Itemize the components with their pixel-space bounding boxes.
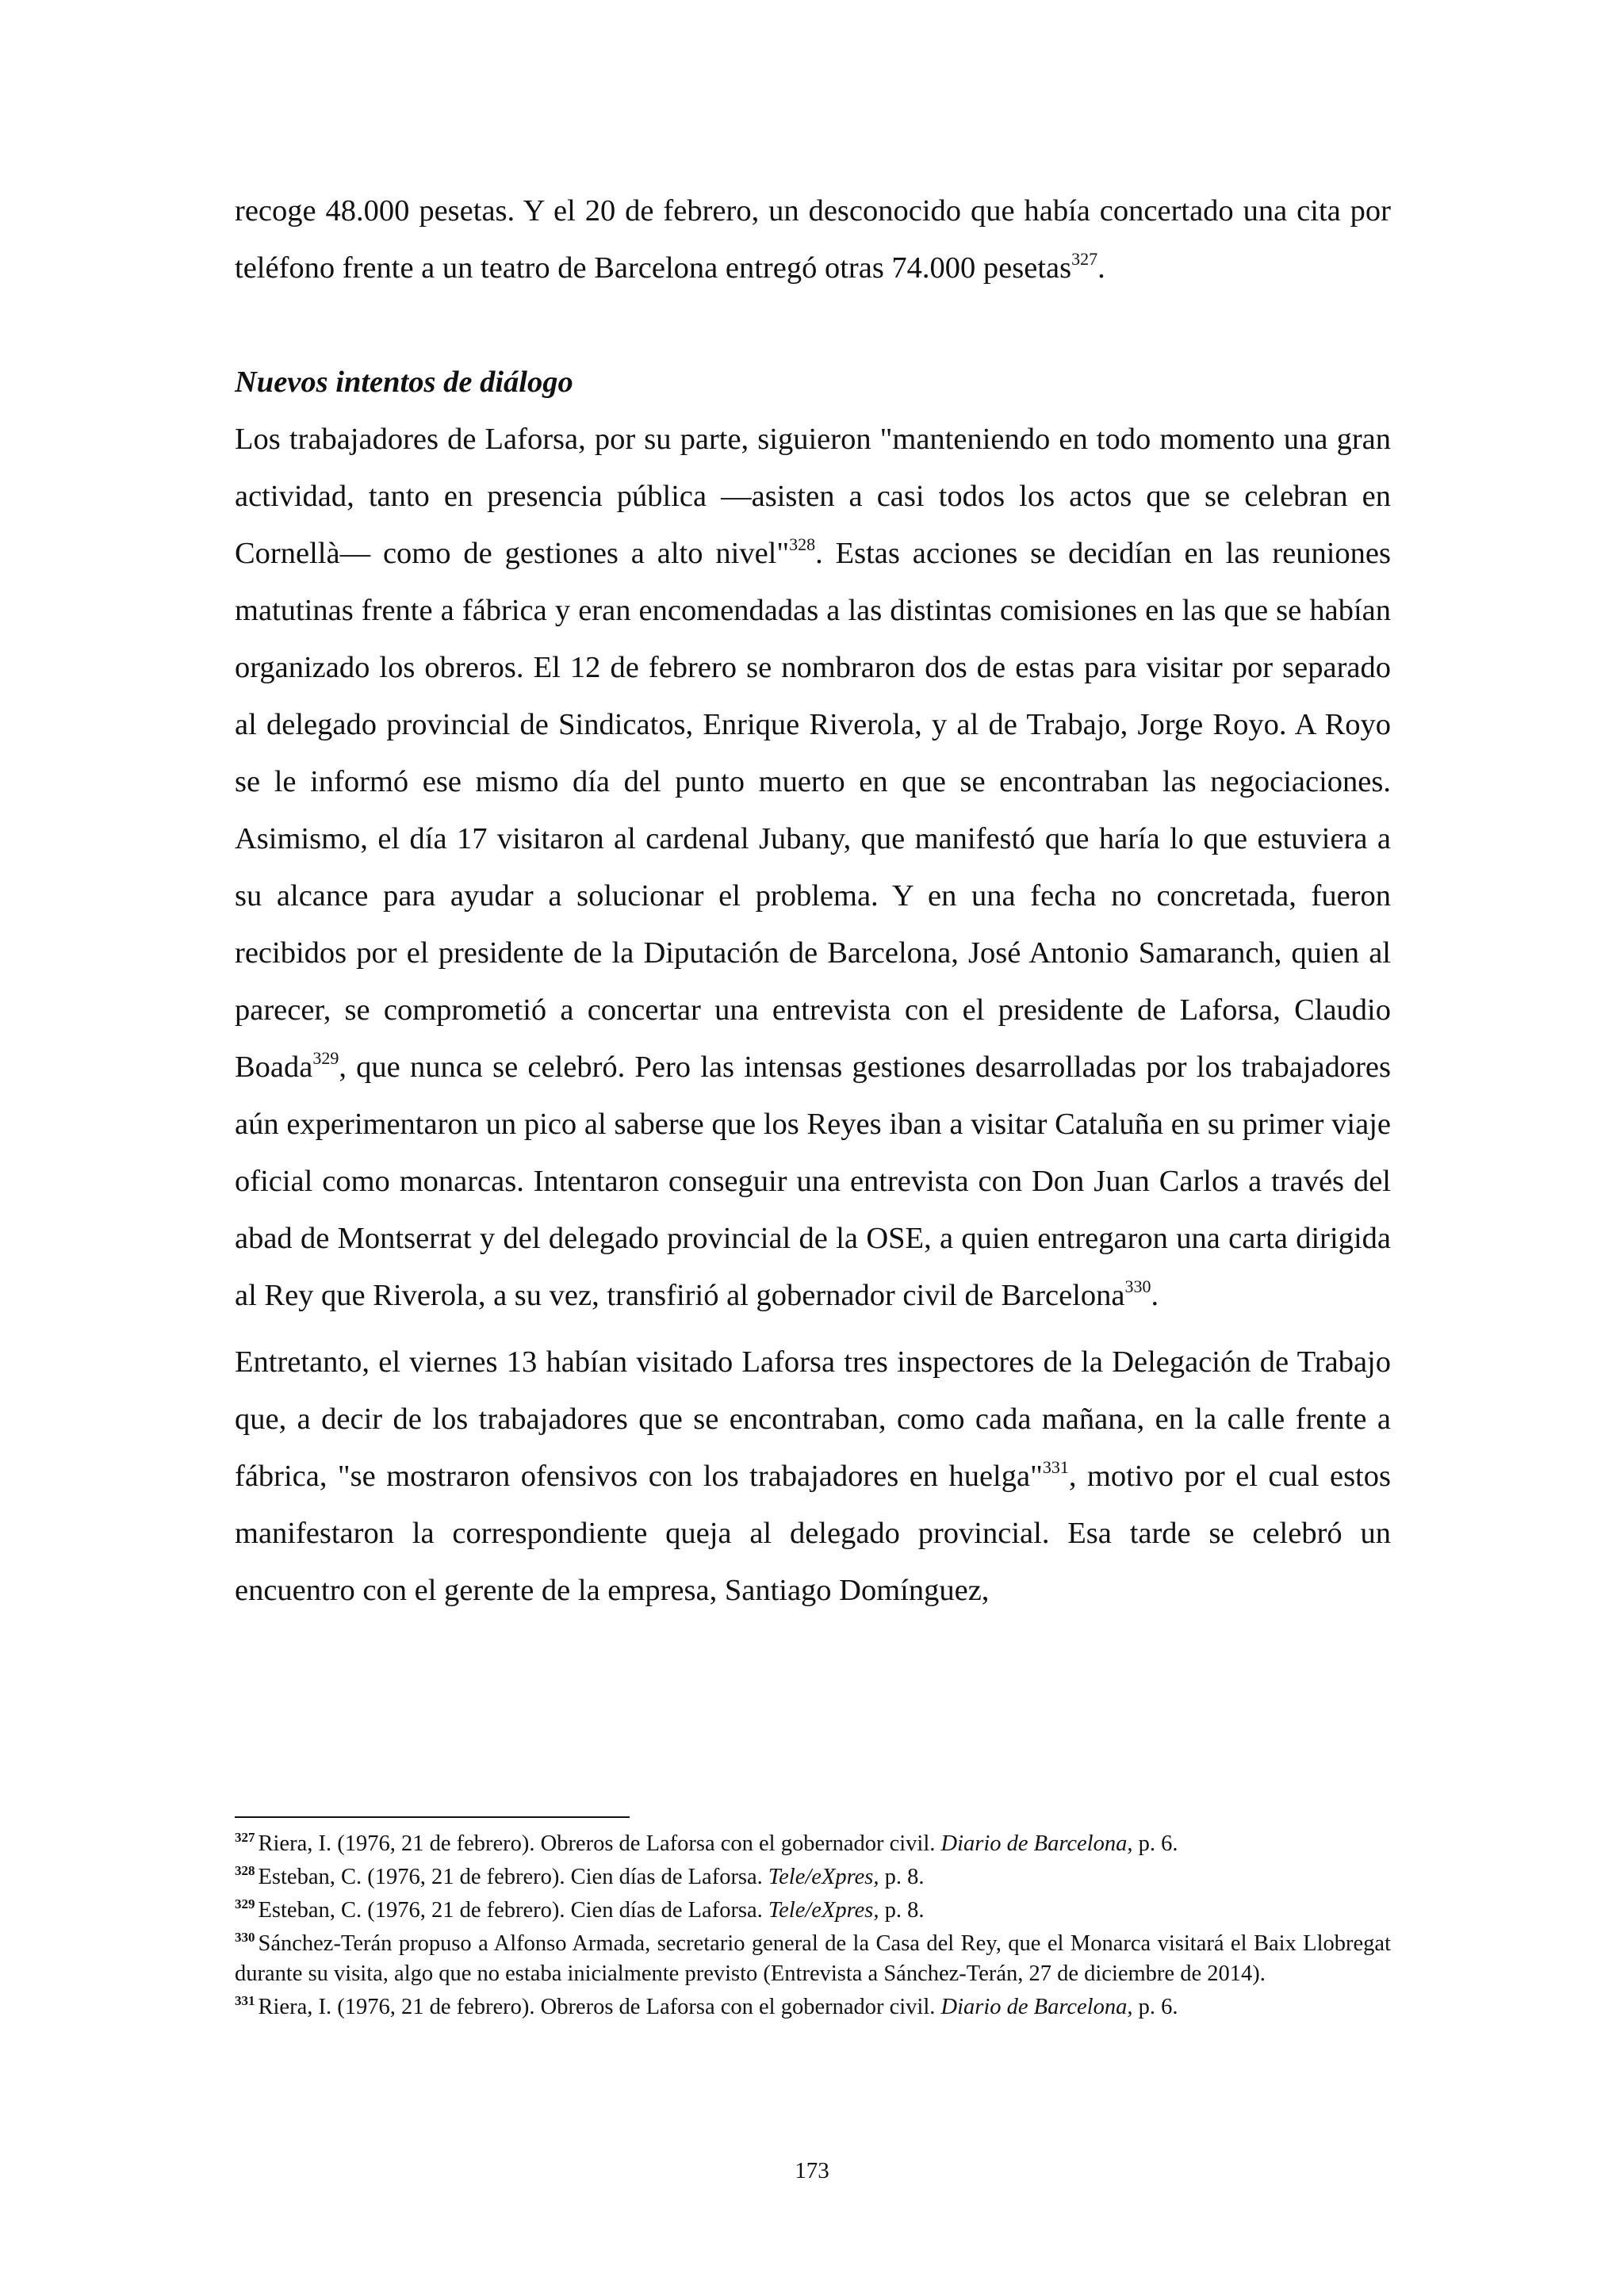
footnotes <box>235 1829 1391 2026</box>
footnote-ref[interactable]: 330 <box>1124 1276 1151 1296</box>
footnote-number: 330 <box>235 1930 255 1945</box>
footnote-327: $^{327}$ Riera, I. (1976, 21 de febrero). Obreros de Laforsa con el gobernador civil. Diario de Barcelona, p. 6. <box>235 1830 1178 1856</box>
italic-title: Tele/eXpres, <box>768 1898 879 1923</box>
paragraph-1: Los trabajadores de Laforsa, por su parte, siguieron "manteniendo en todo momento una gran actividad, tanto en presencia pública —asisten a casi todos los actos que se celebran en Cornellà— como de gestiones a alto nivel"$^{328}$. Estas acciones se decidían en las reuniones matutinas frente a fábrica y eran encomendadas a las distintas comisiones en las que se habían organizado los obreros. El 12 de febrero se nombraron dos de estas para visitar por separado al delegado provincial de Sindicatos, Enrique Riverola, y al de Trabajo, Jorge Royo. A Royo se le informó ese mismo día del punto muerto en que se encontraban las negociaciones. Asimismo, el día 17 visitaron al cardenal Jubany, que manifestó que haría lo que estuviera a su alcance para ayudar a solucionar el problema. Y en una fecha no concretada, fueron recibidos por el presidente de la Diputación de Barcelona, José Antonio Samaranch, quien al parecer, se comprometió a concertar una entrevista con el presidente de Laforsa, Claudio Boada$^{329}$, que nunca se celebró. Pero las intensas gestiones desarrolladas por los trabajadores aún experimentaron un pico al saberse que los Reyes iban a visitar Cataluña en su primer viaje oficial como monarcas. Intentaron conseguir una entrevista con Don Juan Carlos a través del abad de Montserrat y del delegado provincial de la OSE, a quien entregaron una carta dirigida al Rey que Riverola, a su vez, transfirió al gobernador civil de Barcelona$^{330}$. <box>235 423 1392 1312</box>
paragraph-intro: recoge 48.000 pesetas. Y el 20 de febrero, un desconocido que había concertado una cita por teléfono frente a un teatro de Barcelona entregó otras 74.000 pesetas$^{327}$. <box>235 194 1391 285</box>
page-body <box>235 182 1391 1619</box>
footnote-331: $^{331}$ Riera, I. (1976, 21 de febrero). Obreros de Laforsa con el gobernador civil. Diario de Barcelona, p. 6. <box>235 1993 1178 2019</box>
footnote-330: $^{330}$ Sánchez-Terán propuso a Alfonso Armada, secretario general de la Casa del Rey, que el Monarca visitará el Baix Llobregat durante su visita, algo que no estaba inicialmente previsto (Entrevista a Sánchez-Terán, 27 de diciembre de 2014). <box>235 1930 1391 1986</box>
footnote-ref[interactable]: 327 <box>1071 249 1098 269</box>
section-heading: Nuevos intentos de diálogo <box>235 365 573 399</box>
footnote-separator <box>235 1816 630 1818</box>
paragraph-2: Entretanto, el viernes 13 habían visitado Laforsa tres inspectores de la Delegación de Trabajo que, a decir de los trabajadores que se encontraban, como cada mañana, en la calle frente a fábrica, "se mostraron ofensivos con los trabajadores en huelga"$^{331}$, motivo por el cual estos manifestaron la correspondiente queja al delegado provincial. Esa tarde se celebró un encuentro con el gerente de la empresa, Santiago Domínguez, <box>235 1345 1391 1607</box>
italic-title: Tele/eXpres, <box>768 1865 879 1889</box>
footnote-number: 328 <box>235 1863 255 1878</box>
italic-title: Diario de Barcelona, <box>940 1831 1133 1856</box>
page-number: 173 <box>795 2158 829 2183</box>
footnote-329: $^{329}$ Esteban, C. (1976, 21 de febrero). Cien días de Laforsa. Tele/eXpres, p. 8. <box>235 1896 925 1923</box>
body-text <box>235 182 1391 1619</box>
footnote-number: 329 <box>235 1896 255 1911</box>
footnote-ref[interactable]: 331 <box>1042 1457 1069 1477</box>
footnote-number: 327 <box>235 1830 255 1845</box>
footnote-328: $^{328}$ Esteban, C. (1976, 21 de febrero). Cien días de Laforsa. Tele/eXpres, p. 8. <box>235 1863 925 1889</box>
italic-title: Diario de Barcelona, <box>940 1995 1133 2019</box>
footnote-ref[interactable]: 328 <box>789 534 816 554</box>
footnote-number: 331 <box>235 1993 255 2008</box>
footnote-ref[interactable]: 329 <box>312 1048 339 1068</box>
